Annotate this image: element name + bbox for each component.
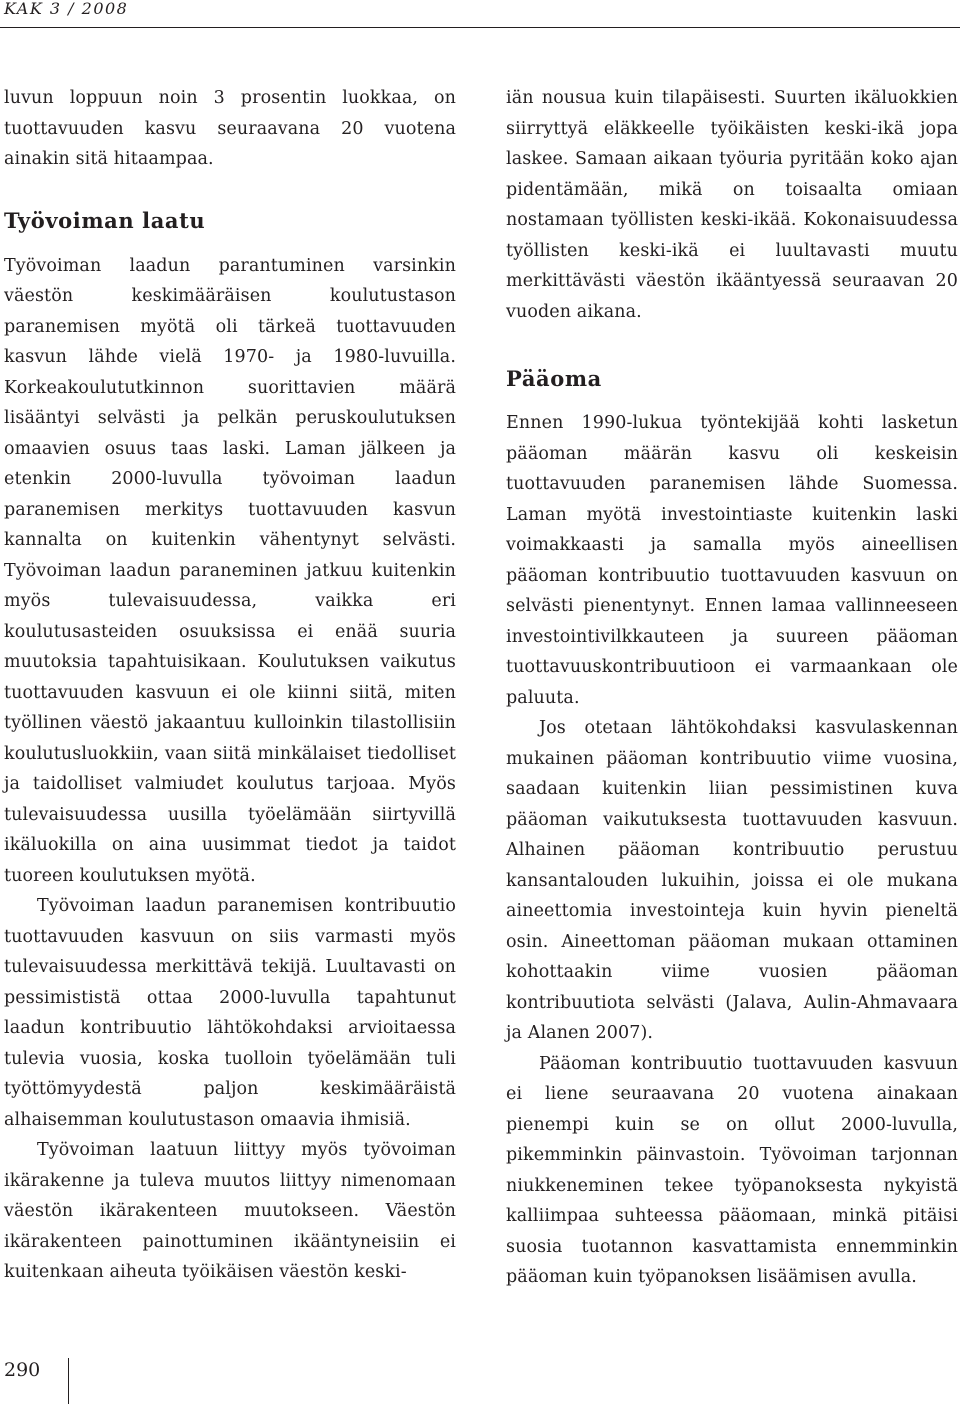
spacer bbox=[4, 175, 456, 206]
running-header: KAK 3 / 2008 bbox=[4, 0, 129, 18]
paragraph: Työvoiman laadun parantuminen varsinkin väestön keskimääräisen koulutustason paranemisen myötä oli tärkeä tuottavuuden kasvun lähde vielä 1970- ja 1980-luvuilla. Korkeakoulututkinnon suorittavien määrä lisääntyi selvästi ja pelkän peruskoulutuksen omaavien osuus taas laski. Laman jälkeen ja etenkin 2000-luvulla työvoiman laadun paranemisen merkitys tuottavuuden kasvun kannalta on kuitenkin vähentynyt selvästi. Työvoiman laadun paraneminen jatkuu kuitenkin myös tulevaisuudessa, vaikka eri koulutusasteiden osuuksissa ei enää suuria muutoksia tapahtuisikaan. Koulutuksen vaikutus tuottavuuden kasvuun ei ole kiinni siitä, miten työllinen väestö jakaantuu kulloinkin tilastollisiin koulutusluokkiin, vaan siitä minkälaiset tiedolliset ja taidolliset valmiudet koulutus tarjoaa. Myös tulevaisuudessa uusilla työelämään siirtyvillä ikäluokilla on aina uusimmat tiedot ja taidot tuoreen koulutuksen myötä. bbox=[4, 255, 456, 886]
right-column bbox=[506, 83, 958, 1293]
section-heading-paaoma: Pääoma bbox=[506, 366, 602, 391]
paragraph: Työvoiman laatuun liittyy myös työvoiman ikärakenne ja tuleva muutos liittyy nimenomaan väestön ikärakenteen muutokseen. Väestön ikärakenteen painottuminen ikääntyneisiin ei kuitenkaan aiheuta työikäisen väestön keski- bbox=[4, 1140, 456, 1282]
spacer bbox=[506, 394, 958, 408]
left-column bbox=[4, 83, 456, 1288]
paragraph-continued: iän nousua kuin tilapäisesti. Suurten ikäluokkien siirryttyä eläkkeelle työikäisten keski-ikä jopa laskee. Samaan aikaan työuria pyritään koko ajan pidentämään, mikä on toisaalta omiaan nostamaan työllisten keski-ikää. Kokonaisuudessa työllisten keski-ikä ei luultavasti muutu merkittävästi väestön ikääntyessä seuraavan 20 vuoden aikana. bbox=[506, 88, 958, 322]
paragraph: Jos otetaan lähtökohdaksi kasvulaskennan mukainen pääoman kontribuutio viime vuosina, saadaan kuitenkin liian pessimistinen kuva pääoman vaikutuksesta tuottavuuden kasvuun. Alhainen pääoman kontribuutio perustuu kansantalouden lukuihin, joissa ei ole mukana aineettomia investointeja kuin hyvin pieneltä osin. Aineettoman pääoman mukaan ottaminen kohottaakin viime vuosien pääoman kontribuutiota selvästi (Jalava, Aulin-Ahmavaara ja Alanen 2007). bbox=[506, 718, 958, 1043]
header-rule bbox=[0, 27, 960, 28]
paragraph: Ennen 1990-lukua työntekijää kohti lasketun pääoman määrän kasvu oli keskeisin tuottavuuden paranemisen lähde Suomessa. Laman myötä investointiaste kuitenkin laski voimakkaasti ja samalla myös aineellisen pääoman kontribuutio tuottavuuden kasvuun on selvästi pienentynyt. Ennen lamaa vallinneeseen investointivilkkauteen ja suureen pääoman tuottavuuskontribuutioon ei varmaankaan ole paluuta. bbox=[506, 413, 958, 708]
page-number: 290 bbox=[4, 1359, 41, 1381]
paragraph: Pääoman kontribuutio tuottavuuden kasvuun ei liene seuraavana 20 vuotena ainakaan pienempi kuin se on ollut 2000-luvulla, pikemminkin päinvastoin. Työvoiman tarjonnan niukkeneminen tekee työpanoksesta nykyistä kalliimpaa suhteessa pääomaan, minkä pitäisi suosia tuotannon kasvattamista ennemminkin pääoman kuin työpanoksen lisäämisen avulla. bbox=[506, 1053, 958, 1287]
page-number-rule bbox=[68, 1358, 69, 1404]
spacer bbox=[4, 236, 456, 251]
section-heading-tyovoiman-laatu: Työvoiman laatu bbox=[4, 207, 206, 233]
paragraph: Työvoiman laadun paranemisen kontribuutio tuottavuuden kasvuun on siis varmasti myös tulevaisuudessa merkittävä tekijä. Luultavasti on pessimististä ottaa 2000-luvulla tapahtunut laadun kontribuutio lähtökohdaksi arvioitaessa tulevia vuosia, koska tuolloin työelämään tuli työttömyydestä paljon keskimääräistä alhaisemman koulutustason omaavia ihmisiä. bbox=[4, 896, 456, 1130]
paragraph-intro: luvun loppuun noin 3 prosentin luokkaa, on tuottavuuden kasvu seuraavana 20 vuotena ainakin sitä hitaampaa. bbox=[4, 88, 456, 169]
spacer bbox=[506, 327, 958, 364]
